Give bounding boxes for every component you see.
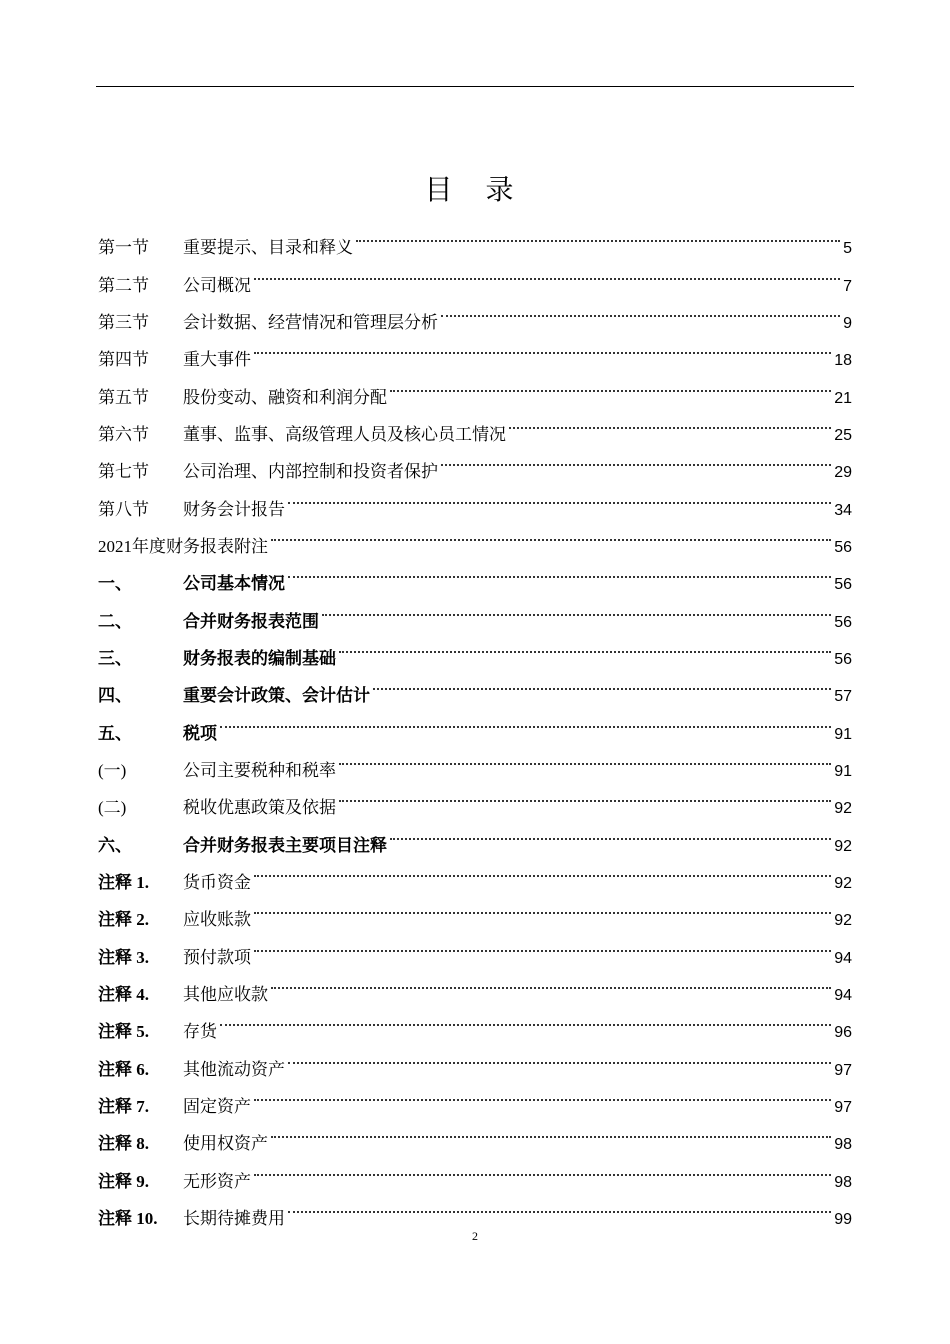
toc-entry-title: 公司主要税种和税率 (183, 760, 336, 781)
toc-entry-title: 税收优惠政策及依据 (183, 798, 336, 819)
dot-leader (339, 627, 831, 664)
toc-page-number: 21 (834, 389, 852, 407)
toc-page-number: 97 (834, 1061, 852, 1079)
toc-label: 第二节 (98, 275, 149, 296)
toc-label: 注释 5. (98, 1022, 149, 1042)
dot-leader (441, 440, 831, 477)
dot-leader (288, 1037, 831, 1074)
toc-entry-title: 其他应收款 (183, 984, 268, 1005)
toc-entry-title: 合并财务报表范围 (183, 611, 319, 632)
dot-leader (288, 1187, 831, 1224)
toc-page-number: 9 (843, 314, 852, 332)
dot-leader (254, 851, 831, 888)
toc-page-number: 92 (834, 874, 852, 892)
dot-leader (288, 552, 831, 589)
toc-entry-title: 使用权资产 (183, 1134, 268, 1155)
toc-entry-title: 其他流动资产 (183, 1059, 285, 1080)
toc-entry-title: 2021年度财务报表附注 (98, 536, 268, 556)
toc-entry[interactable] (98, 216, 852, 259)
toc-page-number: 94 (834, 986, 852, 1004)
toc-label: 二、 (98, 611, 132, 632)
toc-entry-title: 公司治理、内部控制和投资者保护 (183, 462, 438, 483)
toc-title: 目 录 (424, 173, 526, 206)
toc-page-number: 92 (834, 800, 852, 818)
toc-entry-title: 合并财务报表主要项目注释 (183, 835, 387, 856)
toc-page-number: 96 (834, 1024, 852, 1042)
toc-entry-title: 固定资产 (183, 1096, 251, 1117)
toc-entry-title: 存货 (183, 1022, 217, 1043)
header-rule (96, 86, 854, 87)
dot-leader (356, 216, 840, 253)
toc-entry-title: 重要提示、目录和释义 (183, 238, 353, 259)
toc-label: (一) (98, 760, 127, 780)
dot-leader (339, 776, 831, 813)
dot-leader (271, 1112, 831, 1149)
dot-leader (254, 1149, 831, 1186)
table-of-contents (98, 216, 852, 1229)
toc-entry-title: 财务报表的编制基础 (183, 648, 336, 669)
toc-label: (二) (98, 798, 127, 818)
toc-entry-title: 预付款项 (183, 947, 251, 968)
toc-label: 注释 3. (98, 947, 149, 967)
dot-leader (288, 477, 831, 514)
toc-label: 第七节 (98, 462, 149, 483)
dot-leader (390, 365, 831, 402)
toc-entry-title: 长期待摊费用 (183, 1208, 285, 1229)
toc-page-number: 29 (834, 464, 852, 482)
toc-label: 注释 1. (98, 872, 149, 892)
toc-page-number: 34 (834, 501, 852, 519)
toc-page-number: 92 (834, 837, 852, 855)
dot-leader (390, 813, 831, 850)
toc-entry-title: 董事、监事、高级管理人员及核心员工情况 (183, 424, 506, 445)
toc-label: 第三节 (98, 312, 149, 333)
dot-leader (271, 515, 831, 552)
toc-label: 六、 (98, 835, 132, 856)
toc-entry-title: 税项 (183, 723, 217, 744)
toc-label: 注释 6. (98, 1059, 149, 1079)
dot-leader (254, 328, 831, 365)
toc-page-number: 56 (834, 650, 852, 668)
toc-entry-title: 股份变动、融资和利润分配 (183, 387, 387, 408)
page-number: 2 (472, 1229, 478, 1243)
dot-leader (254, 253, 840, 290)
dot-leader (254, 888, 831, 925)
dot-leader (322, 589, 831, 626)
toc-page-number: 56 (834, 538, 852, 556)
toc-label: 注释 8. (98, 1134, 149, 1154)
dot-leader (373, 664, 831, 701)
toc-label: 第四节 (98, 350, 149, 371)
toc-entry-title: 公司基本情况 (183, 574, 285, 595)
toc-label: 五、 (98, 723, 132, 744)
toc-page-number: 7 (843, 277, 852, 295)
toc-entry-title: 会计数据、经营情况和管理层分析 (183, 312, 438, 333)
dot-leader (509, 403, 831, 440)
toc-page-number: 5 (843, 240, 852, 258)
toc-label: 一、 (98, 574, 132, 595)
toc-label: 第五节 (98, 387, 149, 408)
toc-label: 注释 2. (98, 910, 149, 930)
dot-leader (339, 739, 831, 776)
dot-leader (254, 1075, 831, 1112)
toc-page-number: 92 (834, 912, 852, 930)
toc-entry-title: 重大事件 (183, 350, 251, 371)
toc-entry-title: 公司概况 (183, 275, 251, 296)
toc-page-number: 25 (834, 426, 852, 444)
toc-page-number: 97 (834, 1098, 852, 1116)
dot-leader (254, 925, 831, 962)
dot-leader (220, 1000, 831, 1037)
toc-entry-title: 无形资产 (183, 1171, 251, 1192)
toc-page-number: 56 (834, 613, 852, 631)
dot-leader (271, 963, 831, 1000)
toc-label: 注释 4. (98, 984, 149, 1004)
toc-entry-title: 货币资金 (183, 872, 251, 893)
toc-label: 注释 10. (98, 1208, 158, 1228)
toc-page-number: 91 (834, 762, 852, 780)
dot-leader (441, 291, 840, 328)
toc-page-number: 56 (834, 576, 852, 594)
toc-page-number: 98 (834, 1136, 852, 1154)
toc-entry-title: 应收账款 (183, 910, 251, 931)
toc-page-number: 94 (834, 949, 852, 967)
toc-label: 注释 7. (98, 1096, 149, 1116)
toc-entry-title: 财务会计报告 (183, 499, 285, 520)
toc-label: 四、 (98, 686, 132, 707)
toc-page-number: 57 (834, 688, 852, 706)
toc-entry-title: 重要会计政策、会计估计 (183, 686, 370, 707)
toc-label: 第六节 (98, 424, 149, 445)
toc-page-number: 91 (834, 725, 852, 743)
toc-page-number: 18 (834, 352, 852, 370)
toc-label: 注释 9. (98, 1171, 149, 1191)
toc-label: 第一节 (98, 238, 149, 259)
toc-label: 第八节 (98, 499, 149, 520)
toc-page-number: 98 (834, 1173, 852, 1191)
dot-leader (220, 701, 831, 738)
toc-page-number: 99 (834, 1210, 852, 1228)
toc-label: 三、 (98, 648, 132, 669)
